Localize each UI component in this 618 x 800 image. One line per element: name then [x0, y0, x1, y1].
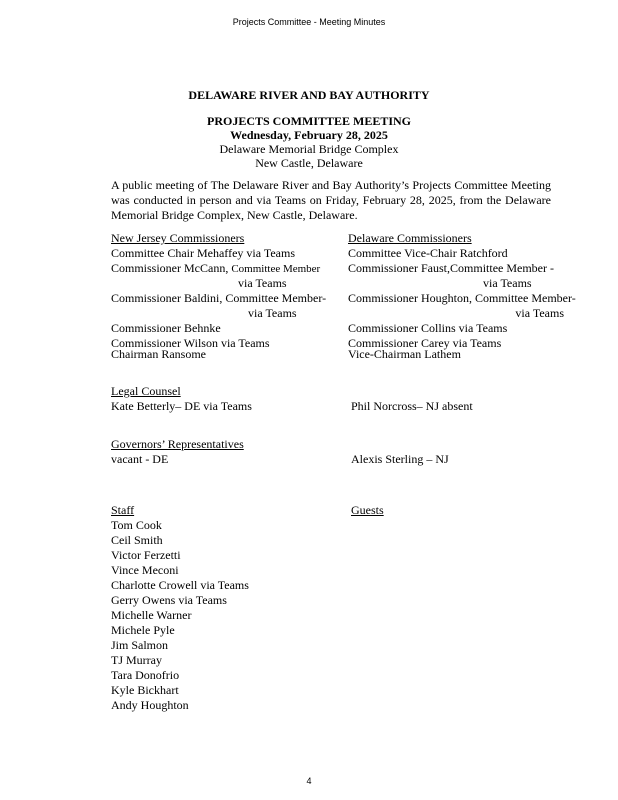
- staff-member: Jim Salmon: [111, 638, 169, 652]
- staff-member: Charlotte Crowell via Teams: [111, 578, 249, 592]
- meeting-title: PROJECTS COMMITTEE MEETING: [206, 114, 412, 128]
- nj-line-3b: via Teams: [248, 306, 297, 320]
- de-line-4: Commissioner Collins via Teams: [348, 321, 508, 335]
- meeting-city: New Castle, Delaware: [255, 156, 363, 170]
- gov-nj: Alexis Sterling – NJ: [351, 452, 449, 466]
- staff-member: Andy Houghton: [111, 698, 189, 712]
- running-header: Projects Committee - Meeting Minutes: [232, 17, 386, 27]
- de-line-3: Commissioner Houghton, Committee Member-: [348, 291, 576, 305]
- nj-line-5: Commissioner Wilson via Teams: [111, 336, 270, 350]
- staff-heading: Staff: [111, 503, 135, 517]
- staff-member: Kyle Bickhart: [111, 683, 179, 697]
- staff-member: Tom Cook: [111, 518, 162, 532]
- nj-line-3: Commissioner Baldini, Committee Member-: [111, 291, 327, 305]
- organization-title: DELAWARE RIVER AND BAY AUTHORITY: [188, 88, 430, 102]
- intro-paragraph: A public meeting of The Delaware River and Bay Authority’s Projects Committee Meeting was conducted in person and via Teams on Friday, February 28, 2025, from the Delaware Memorial Bridge Complex, New Castle, Delaware.: [111, 178, 551, 222]
- nj-line-1: Committee Chair Mehaffey via Teams: [111, 246, 296, 260]
- staff-member: Tara Donofrio: [111, 668, 180, 682]
- de-line-1: Committee Vice-Chair Ratchford: [348, 246, 508, 260]
- legal-heading: Legal Counsel: [111, 384, 181, 398]
- gov-heading: Governors’ Representatives: [111, 437, 244, 451]
- staff-member: Vince Meconi: [111, 563, 179, 577]
- staff-member: Victor Ferzetti: [111, 548, 181, 562]
- nj-line-2: [111, 261, 326, 276]
- de-commissioners: [348, 231, 576, 351]
- nj-line-2a: Commissioner McCann,: [111, 261, 232, 275]
- staff-member: Gerry Owens via Teams: [111, 593, 227, 607]
- meeting-date: Wednesday, February 28, 2025: [230, 128, 388, 142]
- nj-line-2c: via Teams: [238, 276, 287, 290]
- nj-line-4: Commissioner Behnke: [111, 321, 221, 335]
- guests-heading: Guests: [351, 503, 384, 517]
- de-line-5: Commissioner Carey via Teams: [348, 336, 502, 350]
- staff-member: Michelle Warner: [111, 608, 192, 622]
- staff-member: Michele Pyle: [111, 623, 175, 637]
- de-line-3b: via Teams: [515, 306, 564, 320]
- nj-line-2b: Committee Member: [231, 263, 321, 275]
- de-line-2a: Commissioner Faust,: [348, 261, 451, 275]
- de-line-2b: Committee Member -: [450, 261, 554, 275]
- page-number: 4: [306, 776, 312, 786]
- nj-heading: New Jersey Commissioners: [111, 231, 245, 245]
- de-line-2: [348, 261, 564, 276]
- de-heading: Delaware Commissioners: [348, 231, 472, 245]
- staff-member: Ceil Smith: [111, 533, 163, 547]
- legal-de: Kate Betterly– DE via Teams: [111, 399, 252, 413]
- gov-de: vacant - DE: [111, 452, 169, 466]
- de-vice-chairman: Vice-Chairman Lathem: [348, 347, 461, 361]
- meeting-location: Delaware Memorial Bridge Complex: [219, 142, 399, 156]
- de-line-2c: via Teams: [483, 276, 532, 290]
- nj-commissioners: [111, 231, 326, 351]
- staff-list: [111, 503, 331, 713]
- staff-member: TJ Murray: [111, 653, 162, 667]
- legal-nj: Phil Norcross– NJ absent: [351, 399, 473, 413]
- nj-chairman: Chairman Ransome: [111, 347, 206, 361]
